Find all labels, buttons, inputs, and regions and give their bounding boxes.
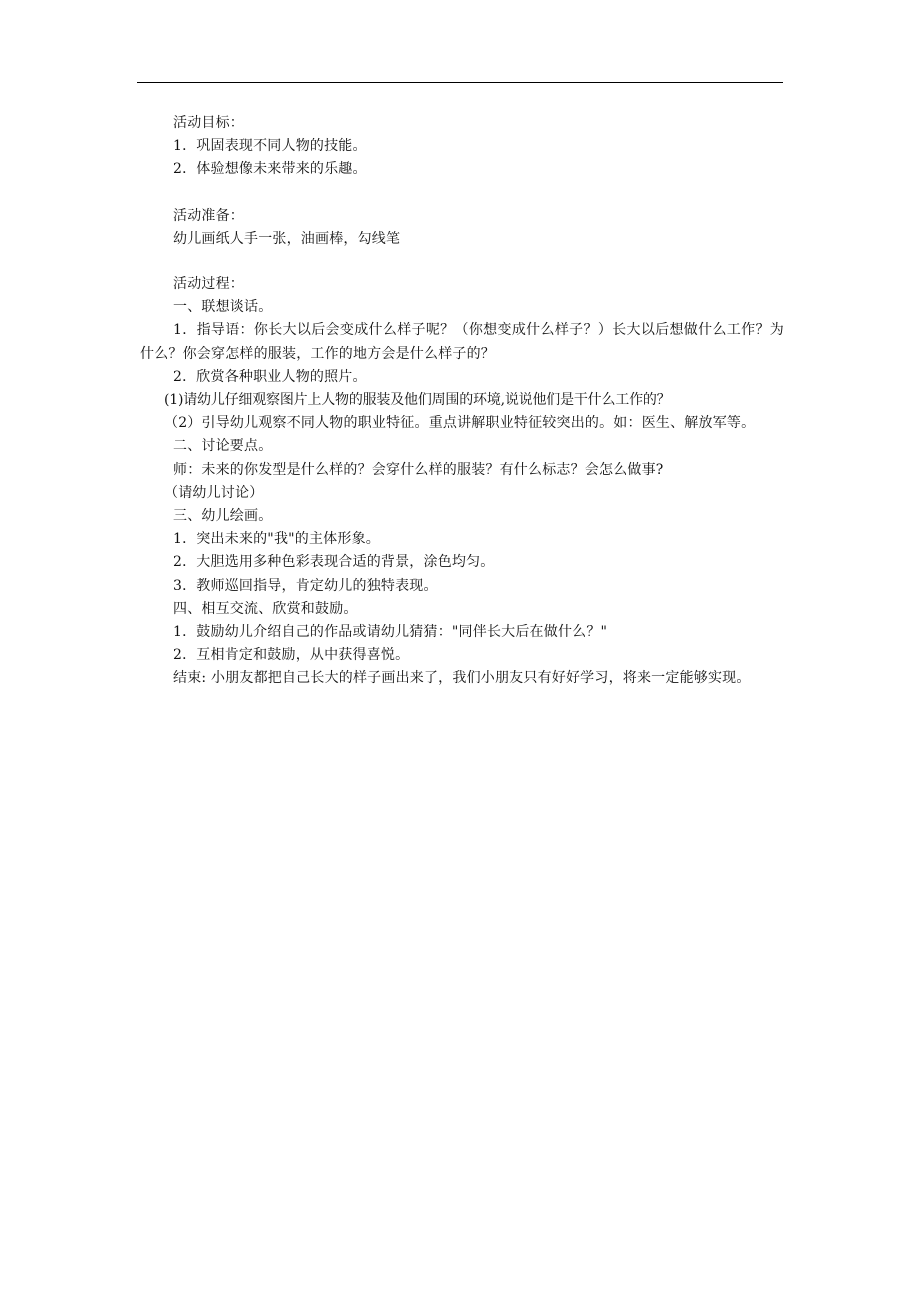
part3-item-3: 3．教师巡回指导，肯定幼儿的独特表现。 bbox=[173, 577, 438, 594]
part1-item-1: 1．指导语：你长大以后会变成什么样子呢？（你想变成什么样子？）长大以后想做什么工作？为什么？你会穿怎样的服装，工作的地方会是什么样子的？ bbox=[140, 322, 784, 362]
part2-note: （请幼儿讨论） bbox=[164, 484, 264, 501]
goals-item-2: 2．体验想像未来带来的乐趣。 bbox=[173, 161, 367, 178]
goals-heading: 活动目标： bbox=[173, 115, 244, 131]
part3-title: 三、幼儿绘画。 bbox=[173, 508, 273, 525]
process-heading: 活动过程： bbox=[173, 276, 244, 293]
spacer bbox=[140, 182, 784, 205]
part1-sub-2: （2）引导幼儿观察不同人物的职业特征。重点讲解职业特征较突出的。如：医生、解放军等。 bbox=[164, 415, 756, 432]
part3-item-2: 2．大胆选用多种色彩表现合适的背景，涂色均匀。 bbox=[173, 554, 495, 571]
part3-item-1: 1．突出未来的"我"的主体形象。 bbox=[173, 531, 380, 548]
part4-title: 四、相互交流、欣赏和鼓励。 bbox=[173, 600, 358, 617]
goals-item-1: 1．巩固表现不同人物的技能。 bbox=[173, 138, 367, 155]
part1-sub-1: (1)请幼儿仔细观察图片上人物的服装及他们周围的环境,说说他们是干什么工作的？ bbox=[164, 392, 671, 409]
part4-item-2: 2．互相肯定和鼓励，从中获得喜悦。 bbox=[173, 647, 410, 664]
header-rule bbox=[137, 82, 783, 83]
document-body bbox=[140, 112, 784, 691]
part1-item-2: 2．欣赏各种职业人物的照片。 bbox=[173, 368, 367, 385]
part4-item-1: 1．鼓励幼儿介绍自己的作品或请幼儿猜猜："同伴长大后在做什么？" bbox=[173, 624, 608, 641]
spacer bbox=[140, 251, 784, 273]
part2-title: 二、讨论要点。 bbox=[173, 438, 273, 455]
ending-paragraph: 结束: 小朋友都把自己长大的样子画出来了，我们小朋友只有好好学习，将来一定能够实现。 bbox=[173, 670, 751, 687]
part1-title: 一、联想谈话。 bbox=[173, 299, 273, 316]
part2-question: 师：未来的你发型是什么样的？会穿什么样的服装？有什么标志？会怎么做事? bbox=[173, 461, 664, 478]
preparation-text: 幼儿画纸人手一张，油画棒，勾线笔 bbox=[173, 230, 401, 247]
preparation-heading: 活动准备： bbox=[173, 207, 244, 224]
